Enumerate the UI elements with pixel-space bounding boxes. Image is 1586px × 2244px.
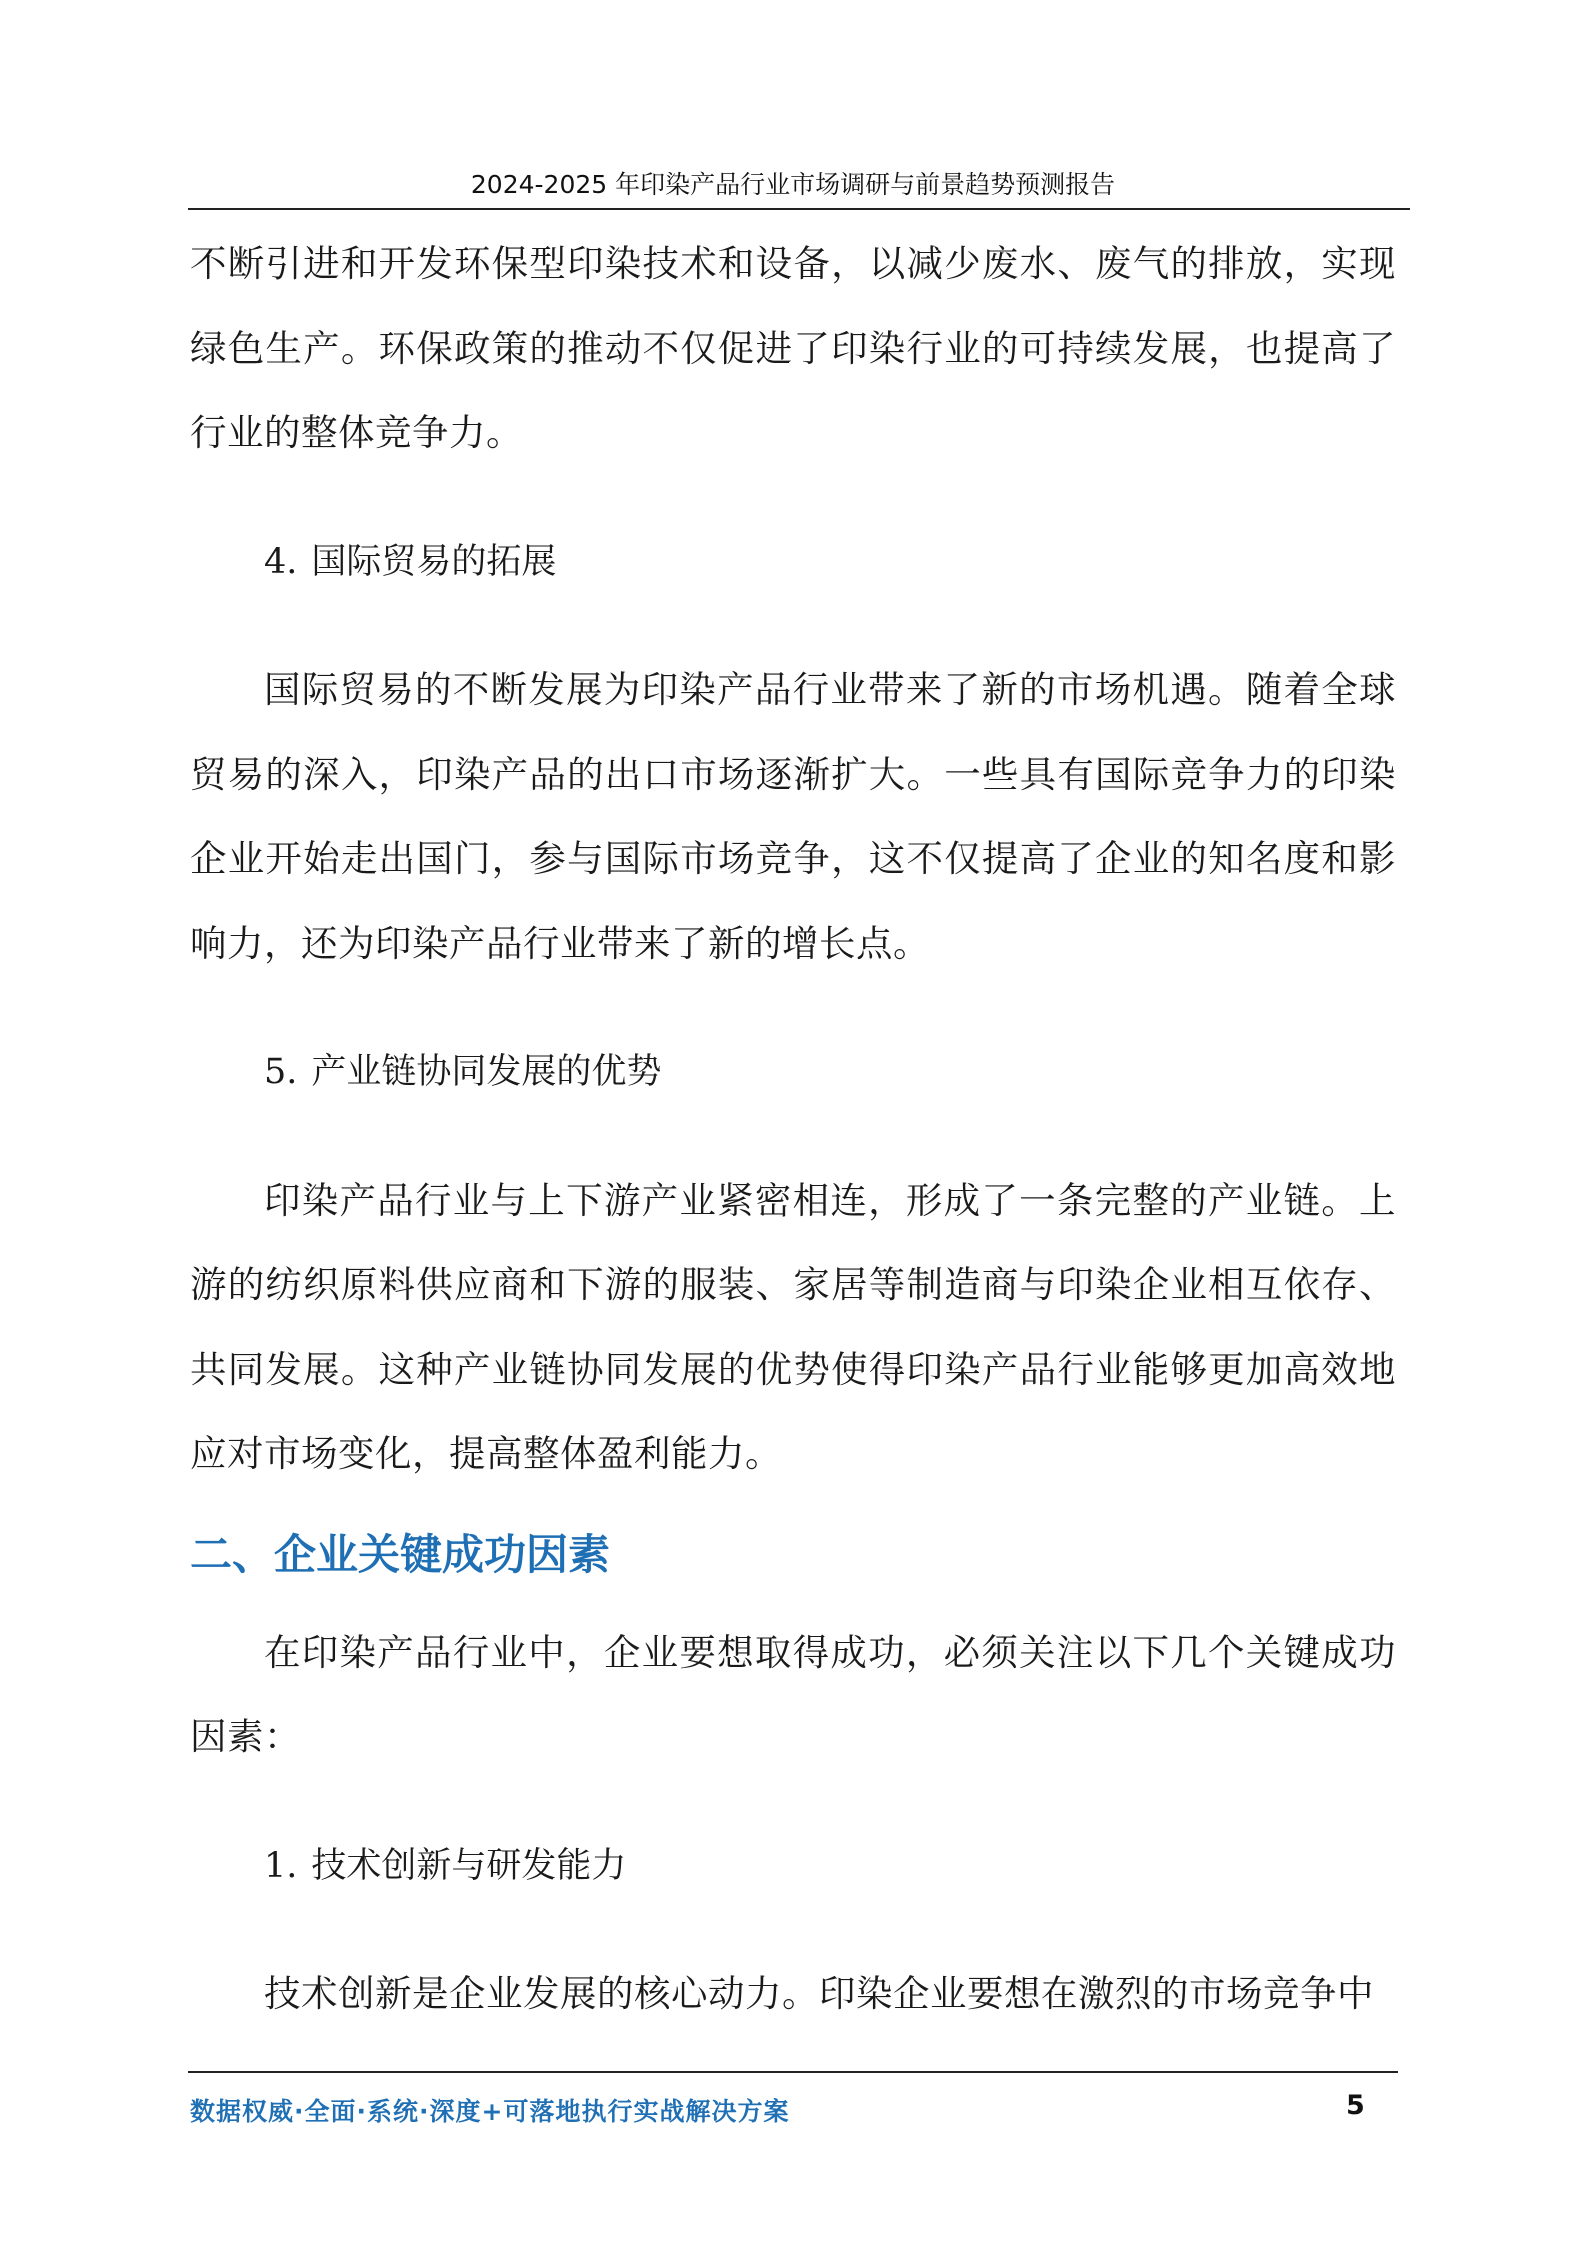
page-number: 5	[1346, 2090, 1365, 2121]
report-header-title: 2024-2025 年印染产品行业市场调研与前景趋势预测报告	[470, 170, 1116, 199]
page-body	[190, 222, 1396, 2037]
list-label: 国际贸易的拓展	[311, 541, 557, 582]
spacer	[190, 1908, 1396, 1952]
spacer	[190, 1780, 1396, 1824]
footer-slogan: 数据权威·全面·系统·深度+可落地执行实战解决方案	[190, 2097, 790, 2126]
header-divider	[188, 208, 1410, 210]
paragraph-international-trade: 国际贸易的不断发展为印染产品行业带来了新的市场机遇。随着全球贸易的深入，印染产品的出口市场逐渐扩大。一些具有国际竞争力的印染企业开始走出国门，参与国际市场竞争，这不仅提高了企业的知名度和影响力，还为印染产品行业带来了新的增长点。	[190, 668, 1396, 965]
spacer	[190, 476, 1396, 520]
spacer	[190, 1115, 1396, 1159]
list-item-industry-chain	[190, 1030, 1396, 1115]
section-heading-key-success-factors: 二、企业关键成功因素	[190, 1529, 611, 1579]
paragraph-tech-innovation: 技术创新是企业发展的核心动力。印染企业要想在激烈的市场竞争中	[264, 1972, 1374, 2015]
paragraph-environmental-policy: 不断引进和开发环保型印染技术和设备，以减少废水、废气的排放，实现绿色生产。环保政策的推动不仅促进了印染行业的可持续发展，也提高了行业的整体竞争力。	[190, 242, 1396, 454]
paragraph-success-factors-intro: 在印染产品行业中，企业要想取得成功，必须关注以下几个关键成功因素：	[190, 1630, 1396, 1758]
list-item-tech-innovation	[190, 1824, 1396, 1909]
list-number: 4.	[264, 541, 298, 582]
list-number: 1.	[264, 1845, 298, 1886]
list-label: 产业链协同发展的优势	[311, 1052, 662, 1092]
footer-divider	[188, 2071, 1398, 2073]
paragraph-industry-chain: 印染产品行业与上下游产业紧密相连，形成了一条完整的产业链。上游的纺织原料供应商和下游的服装、家居等制造商与印染企业相互依存、共同发展。这种产业链协同发展的优势使得印染产品行业能够更加高效地应对市场变化，提高整体盈利能力。	[190, 1178, 1396, 1475]
list-number: 5.	[264, 1052, 298, 1092]
list-label: 技术创新与研发能力	[311, 1845, 627, 1886]
spacer	[190, 604, 1396, 648]
list-item-international-trade	[190, 520, 1396, 605]
spacer	[190, 986, 1396, 1030]
